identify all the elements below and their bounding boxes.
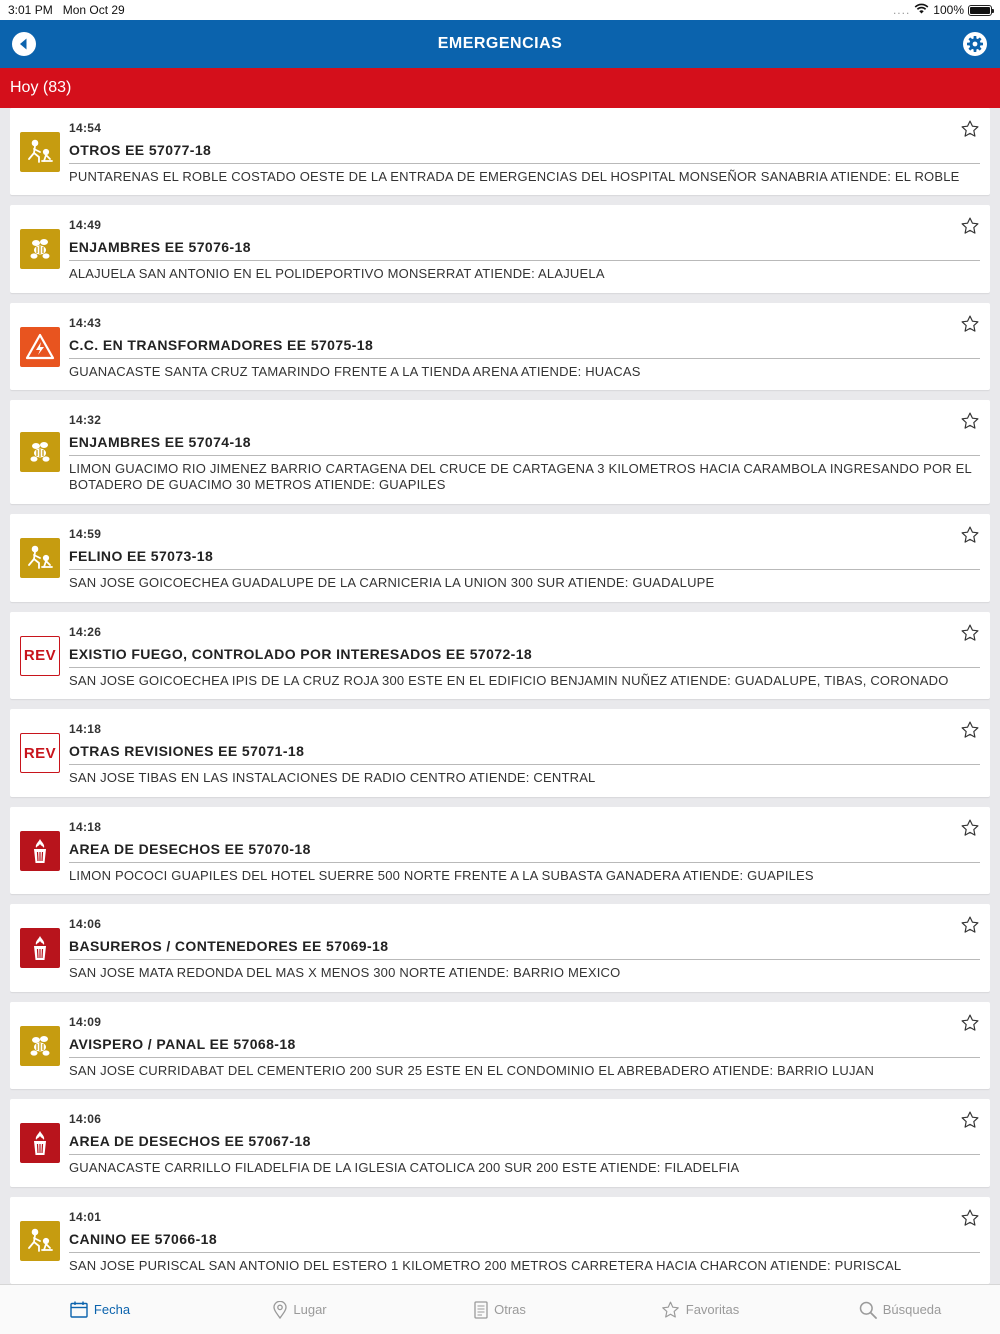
- incident-time: 14:18: [69, 722, 102, 736]
- tab-otras[interactable]: [400, 1285, 600, 1334]
- tab-fecha[interactable]: [0, 1285, 200, 1334]
- signal-dots: ....: [892, 3, 911, 17]
- incident-time: 14:32: [69, 413, 102, 427]
- incident-time: 14:26: [69, 625, 102, 639]
- tab-bar: [0, 1284, 1000, 1334]
- rescue-icon: [20, 132, 60, 172]
- divider: [69, 455, 980, 456]
- favorite-star-icon[interactable]: [960, 623, 980, 643]
- status-right: [893, 3, 992, 17]
- calendar-icon: [70, 1301, 88, 1318]
- settings-button[interactable]: [963, 32, 987, 56]
- divider: [69, 163, 980, 164]
- incident-description: GUANACASTE CARRILLO FILADELFIA DE LA IGLESIA CATOLICA 200 SUR 200 ESTE ATIENDE: FILADELFIA: [69, 1160, 740, 1175]
- incident-name: FELINO EE 57073-18: [69, 548, 214, 564]
- incident-time: 14:54: [69, 121, 102, 135]
- divider: [69, 260, 980, 261]
- divider: [69, 1057, 980, 1058]
- divider: [69, 862, 980, 863]
- rescue-icon: [20, 538, 60, 578]
- location-pin-icon: [273, 1301, 287, 1319]
- favorite-star-icon[interactable]: [960, 1208, 980, 1228]
- incident-name: OTRAS REVISIONES EE 57071-18: [69, 743, 305, 759]
- incident-description: SAN JOSE PURISCAL SAN ANTONIO DEL ESTERO 1 KILOMETRO 200 METROS CARRETERA HACIA CHARCON ATIENDE: PURISCAL: [69, 1258, 902, 1273]
- favorite-star-icon[interactable]: [960, 119, 980, 139]
- gear-icon: [963, 32, 987, 56]
- favorite-star-icon[interactable]: [960, 525, 980, 545]
- tab-label: Otras: [494, 1302, 526, 1317]
- electric-warning-icon: [20, 327, 60, 367]
- divider: [69, 764, 980, 765]
- trash-fire-icon: [20, 928, 60, 968]
- incident-description: GUANACASTE SANTA CRUZ TAMARINDO FRENTE A LA TIENDA ARENA ATIENDE: HUACAS: [69, 364, 641, 379]
- bee-icon: [20, 229, 60, 269]
- battery-icon: [968, 5, 992, 16]
- divider: [69, 358, 980, 359]
- incident-card[interactable]: [10, 1099, 990, 1187]
- incident-name: C.C. EN TRANSFORMADORES EE 57075-18: [69, 337, 374, 353]
- incident-time: 14:43: [69, 316, 102, 330]
- favorite-star-icon[interactable]: [960, 1013, 980, 1033]
- favorite-star-icon[interactable]: [960, 915, 980, 935]
- incident-card[interactable]: [10, 1197, 990, 1284]
- trash-fire-icon: [20, 831, 60, 871]
- battery-percent: 100%: [933, 3, 964, 17]
- rev-badge: REV: [20, 733, 60, 773]
- divider: [69, 959, 980, 960]
- tab-label: Lugar: [293, 1302, 327, 1317]
- page-title: EMERGENCIAS: [437, 35, 563, 52]
- incident-description: SAN JOSE GOICOECHEA IPIS DE LA CRUZ ROJA 300 ESTE EN EL EDIFICIO BENJAMIN NUÑEZ ATIENDE: GUADALUPE, TIBAS, CORONADO: [69, 673, 949, 688]
- incident-time: 14:06: [69, 917, 102, 931]
- bee-icon: [20, 432, 60, 472]
- tab-label: Fecha: [93, 1302, 131, 1317]
- nav-bar: [0, 20, 1000, 68]
- incident-name: AREA DE DESECHOS EE 57070-18: [69, 841, 311, 857]
- divider: [69, 1154, 980, 1155]
- favorite-star-icon[interactable]: [960, 720, 980, 740]
- rev-badge: REV: [20, 636, 60, 676]
- divider: [69, 1252, 980, 1253]
- incident-name: AREA DE DESECHOS EE 57067-18: [69, 1133, 311, 1149]
- status-bar: [0, 0, 1000, 20]
- incident-name: EXISTIO FUEGO, CONTROLADO POR INTERESADOS EE 57072-18: [69, 646, 533, 662]
- rescue-icon: [20, 1221, 60, 1261]
- favorite-star-icon[interactable]: [960, 216, 980, 236]
- incident-name: CANINO EE 57066-18: [69, 1231, 218, 1247]
- section-header: [0, 68, 1000, 108]
- incident-time: 14:06: [69, 1112, 102, 1126]
- incident-card[interactable]: [10, 205, 990, 293]
- incident-name: OTROS EE 57077-18: [69, 142, 212, 158]
- tab-favoritas[interactable]: [600, 1285, 800, 1334]
- trash-fire-icon: [20, 1123, 60, 1163]
- divider: [69, 569, 980, 570]
- incident-name: ENJAMBRES EE 57074-18: [69, 434, 251, 450]
- star-icon: [661, 1301, 680, 1319]
- incident-card[interactable]: [10, 612, 990, 699]
- incident-description: SAN JOSE CURRIDABAT DEL CEMENTERIO 200 SUR 25 ESTE EN EL CONDOMINIO EL ABREBADERO ATIENDE: BARRIO LUJAN: [69, 1063, 875, 1078]
- favorite-star-icon[interactable]: [960, 314, 980, 334]
- incident-name: ENJAMBRES EE 57076-18: [69, 239, 251, 255]
- tab-label: Búsqueda: [882, 1302, 942, 1317]
- incident-card[interactable]: [10, 108, 990, 195]
- incident-description: ALAJUELA SAN ANTONIO EN EL POLIDEPORTIVO MONSERRAT ATIENDE: ALAJUELA: [69, 266, 605, 281]
- incident-card[interactable]: [10, 400, 990, 504]
- incident-card[interactable]: [10, 709, 990, 797]
- incident-card[interactable]: [10, 1002, 990, 1089]
- favorite-star-icon[interactable]: [960, 1110, 980, 1130]
- favorite-star-icon[interactable]: [960, 411, 980, 431]
- incident-list[interactable]: [10, 108, 990, 1284]
- back-arrow-icon: [12, 32, 36, 56]
- incident-description: PUNTARENAS EL ROBLE COSTADO OESTE DE LA ENTRADA DE EMERGENCIAS DEL HOSPITAL MONSEÑOR SANABRIA ATIENDE: EL ROBLE: [69, 169, 960, 184]
- incident-time: 14:59: [69, 527, 102, 541]
- tab-busqueda[interactable]: [800, 1285, 1000, 1334]
- incident-description: LIMON GUACIMO RIO JIMENEZ BARRIO CARTAGENA DEL CRUCE DE CARTAGENA 3 KILOMETROS HACIA CARAMBOLA INGRESANDO POR EL BOTADERO DE GUACIMO 30 METROS ATIENDE: GUAPILES: [69, 461, 972, 492]
- incident-name: AVISPERO / PANAL EE 57068-18: [69, 1036, 296, 1052]
- incident-card[interactable]: [10, 904, 990, 992]
- search-icon: [859, 1301, 877, 1319]
- bee-icon: [20, 1026, 60, 1066]
- favorite-star-icon[interactable]: [960, 818, 980, 838]
- tab-label: Favoritas: [685, 1302, 740, 1317]
- incident-card[interactable]: [10, 514, 990, 602]
- back-button[interactable]: [12, 32, 36, 56]
- incident-description: SAN JOSE TIBAS EN LAS INSTALACIONES DE RADIO CENTRO ATIENDE: CENTRAL: [69, 770, 596, 785]
- incident-time: 14:49: [69, 218, 102, 232]
- incident-description: SAN JOSE GOICOECHEA GUADALUPE DE LA CARNICERIA LA UNION 300 SUR ATIENDE: GUADALUPE: [69, 575, 715, 590]
- wifi-icon: [914, 3, 929, 17]
- incident-name: BASUREROS / CONTENEDORES EE 57069-18: [69, 938, 389, 954]
- section-label: Hoy (83): [10, 79, 72, 96]
- incident-time: 14:18: [69, 820, 102, 834]
- incident-card[interactable]: [10, 807, 990, 894]
- status-date: Mon Oct 29: [62, 3, 125, 17]
- incident-time: 14:01: [69, 1210, 102, 1224]
- divider: [69, 667, 980, 668]
- incident-card[interactable]: [10, 303, 990, 390]
- document-icon: [474, 1301, 488, 1319]
- incident-description: SAN JOSE MATA REDONDA DEL MAS X MENOS 300 NORTE ATIENDE: BARRIO MEXICO: [69, 965, 621, 980]
- tab-lugar[interactable]: [200, 1285, 400, 1334]
- status-time: 3:01 PM: [8, 3, 53, 17]
- incident-description: LIMON POCOCI GUAPILES DEL HOTEL SUERRE 500 NORTE FRENTE A LA SUBASTA GANADERA ATIENDE: GUAPILES: [69, 868, 814, 883]
- incident-time: 14:09: [69, 1015, 102, 1029]
